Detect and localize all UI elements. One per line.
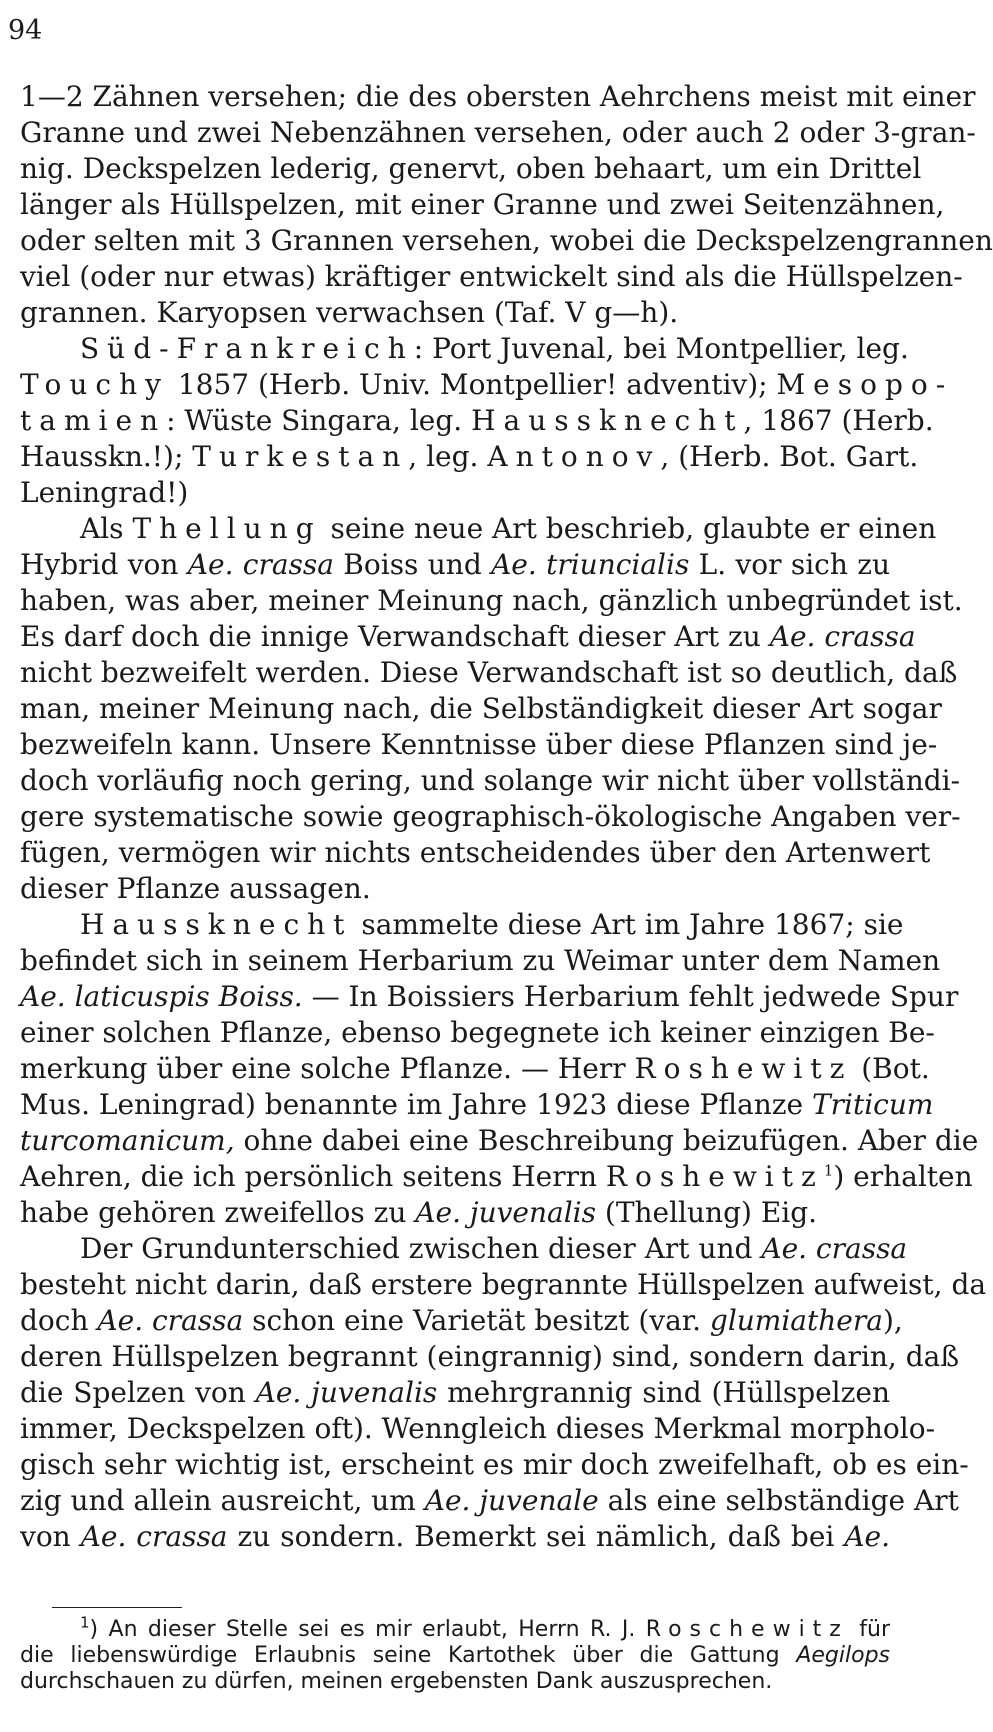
- spaced-name: Mesopo-: [776, 368, 954, 401]
- text-segment: als eine selbständige Art: [598, 1484, 959, 1517]
- species-name: Ae.: [844, 1520, 891, 1553]
- page-number: 94: [8, 15, 43, 46]
- text-line: länger als Hüllspelzen, mit einer Granne und zwei Seitenzähnen,: [20, 188, 945, 221]
- text-line: [20, 403, 934, 439]
- text-segment: ),: [882, 1304, 903, 1337]
- body-text: [20, 79, 993, 1555]
- text-line: [20, 1231, 908, 1267]
- text-segment: zig und allein ausreicht, um: [20, 1484, 425, 1517]
- text-segment: Es darf doch die innige Verwandschaft dieser Art zu: [20, 620, 770, 653]
- text-line: besteht nicht darin, daß erstere begrannte Hüllspelzen aufweist, da: [20, 1268, 987, 1301]
- footnote-line: durchschauen zu dürfen, meinen ergebensten Dank auszusprechen.: [20, 1669, 773, 1694]
- text-line: [20, 1195, 890, 1231]
- text-segment: für: [848, 1617, 890, 1642]
- footnote-divider: [52, 1607, 182, 1608]
- text-line: [20, 367, 954, 403]
- text-line: [20, 1123, 979, 1159]
- spaced-name: Roshewitz: [634, 1052, 853, 1085]
- text-line: haben, was aber, meiner Meinung nach, gänzlich unbegründet ist.: [20, 584, 963, 617]
- species-name: Ae. crassa: [769, 620, 916, 653]
- text-line: [20, 1519, 890, 1555]
- paragraph-1: [20, 79, 993, 331]
- text-line: gisch sehr wichtig ist, erscheint es mir doch zweifelhaft, ob es ein-: [20, 1448, 969, 1481]
- spaced-name: Haussknecht: [471, 404, 744, 437]
- text-line: [20, 331, 909, 367]
- text-line: einer solchen Pflanze, ebenso begegnete ich keiner einzigen Be-: [20, 1016, 935, 1049]
- text-segment: , (Herb. Bot. Gart.: [660, 440, 919, 473]
- text-segment: 1857 (Herb. Univ. Montpellier! adventiv);: [168, 368, 777, 401]
- spaced-name: Turkestan: [192, 440, 409, 473]
- footnote-line: [20, 1643, 890, 1669]
- text-line: [20, 907, 904, 943]
- spaced-name: Roshewitz: [605, 1160, 824, 1193]
- text-line: grannen. Karyopsen verwachsen (Taf. V g—h).: [20, 296, 679, 329]
- text-line: Granne und zwei Nebenzähnen versehen, oder auch 2 oder 3-gran-: [20, 116, 976, 149]
- text-line: nig. Deckspelzen lederig, genervt, oben behaart, um ein Drittel: [20, 152, 922, 185]
- text-segment: Hausskn.!);: [20, 440, 193, 473]
- text-line: oder selten mit 3 Grannen versehen, wobei die Deckspelzengrannen: [20, 224, 993, 257]
- text-segment: Mus. Leningrad) benannte im Jahre 1923 diese Pflanze: [20, 1088, 812, 1121]
- species-name: Ae. juvenale: [424, 1484, 599, 1517]
- paragraph-4: [20, 907, 979, 1231]
- text-line: [20, 439, 919, 475]
- text-segment: : Wüste Singara, leg.: [166, 404, 472, 437]
- spaced-name: Süd-Frankreich: [80, 332, 414, 365]
- spaced-name: Thellung: [132, 512, 322, 545]
- species-name: Ae. juvenalis: [255, 1376, 438, 1409]
- text-line: [20, 1087, 934, 1123]
- text-segment: , 1867 (Herb.: [743, 404, 934, 437]
- species-name: Ae. crassa: [187, 548, 334, 581]
- text-line: 1—2 Zähnen versehen; die des obersten Aehrchens meist mit einer: [20, 80, 976, 113]
- text-segment: ) An dieser Stelle sei es mir erlaubt, Herrn R. J.: [89, 1617, 646, 1642]
- variety-name: glumiathera: [709, 1304, 883, 1337]
- text-segment: merkung über eine solche Pflanze. — Herr: [20, 1052, 635, 1085]
- text-segment: zu sondern. Bemerkt sei nämlich, daß bei: [227, 1520, 845, 1553]
- paragraph-2: [20, 331, 954, 511]
- text-line: [20, 1483, 959, 1519]
- text-line: bezweifeln kann. Unsere Kenntnisse über diese Pflanzen sind je-: [20, 728, 938, 761]
- spaced-name: Touchy: [20, 368, 169, 401]
- text-line: [20, 547, 890, 583]
- species-name: Ae. crassa: [761, 1232, 908, 1265]
- text-line: man, meiner Meinung nach, die Selbständigkeit dieser Art sogar: [20, 692, 942, 725]
- text-segment: die Spelzen von: [20, 1376, 256, 1409]
- text-line: viel (oder nur etwas) kräftiger entwickelt sind als die Hüllspelzen-: [20, 260, 963, 293]
- species-name: Triticum: [811, 1088, 934, 1121]
- text-line: [20, 1051, 930, 1087]
- text-line: gere systematische sowie geographisch-ökologische Angaben ver-: [20, 800, 961, 833]
- text-line: befindet sich in seinem Herbarium zu Weimar unter dem Namen: [20, 944, 941, 977]
- text-line: nicht bezweifelt werden. Diese Verwandschaft ist so deutlich, daß: [20, 656, 958, 689]
- species-name: Ae. triuncialis: [491, 548, 690, 581]
- text-segment: (Thellung) Eig.: [596, 1196, 818, 1229]
- text-line: doch vorläufig noch gering, und solange wir nicht über vollständi-: [20, 764, 961, 797]
- text-segment: L. vor sich zu: [689, 548, 890, 581]
- text-segment: doch: [20, 1304, 98, 1337]
- text-segment: Aehren, die ich persönlich seitens Herrn: [20, 1160, 606, 1193]
- text-segment: von: [20, 1520, 81, 1553]
- text-line: immer, Deckspelzen oft). Wenngleich dieses Merkmal morpholo-: [20, 1412, 936, 1445]
- species-name: Ae. juvenalis: [415, 1196, 596, 1229]
- species-name: Ae. laticuspis Boiss.: [20, 980, 303, 1013]
- footnote-line: [20, 1613, 890, 1643]
- species-name: Ae. crassa: [97, 1304, 244, 1337]
- text-segment: Hybrid von: [20, 548, 188, 581]
- text-segment: schon eine Varietät besitzt (var.: [243, 1304, 710, 1337]
- paragraph-3: [20, 511, 963, 907]
- text-segment: : Port Juvenal, bei Montpellier, leg.: [413, 332, 909, 365]
- species-name: Ae. crassa: [80, 1520, 228, 1553]
- text-segment: ) erhalten: [833, 1160, 973, 1193]
- text-segment: — In Boissiers Herbarium fehlt jedwede Spur: [302, 980, 959, 1013]
- text-line: [20, 1159, 973, 1195]
- spaced-name: Antonov: [487, 440, 661, 473]
- footnote-marker: 1: [823, 1161, 834, 1180]
- spaced-name: Roschewitz: [645, 1617, 849, 1642]
- text-segment: seine neue Art beschrieb, glaubte er einen: [321, 512, 937, 545]
- text-line: [20, 1375, 890, 1411]
- text-segment: Der Grundunterschied zwischen dieser Art und: [80, 1232, 762, 1265]
- text-line: Leningrad!): [20, 476, 189, 509]
- text-line: [20, 619, 916, 655]
- spaced-name: Haussknecht: [80, 908, 353, 941]
- text-segment: Als: [80, 512, 133, 545]
- text-line: dieser Pflanze aussagen.: [20, 872, 371, 905]
- text-line: fügen, vermögen wir nichts entscheidendes über den Artenwert: [20, 836, 931, 869]
- text-line: deren Hüllspelzen begrannt (eingrannig) sind, sondern darin, daß: [20, 1340, 960, 1373]
- text-segment: sammelte diese Art im Jahre 1867; sie: [352, 908, 904, 941]
- text-segment: die liebenswürdige Erlaubnis seine Kartothek über die Gattung: [20, 1643, 797, 1668]
- paragraph-5: [20, 1231, 987, 1555]
- text-line: [20, 511, 937, 547]
- genus-name: Aegilops: [796, 1643, 890, 1668]
- footnote-marker: 1: [80, 1613, 90, 1632]
- text-line: [20, 1303, 903, 1339]
- text-segment: mehrgrannig sind (Hüllspelzen: [437, 1376, 890, 1409]
- species-name: turcomanicum,: [20, 1124, 235, 1157]
- footnote: [20, 1613, 890, 1695]
- text-segment: Boiss und: [333, 548, 492, 581]
- spaced-name: tamien: [20, 404, 167, 437]
- text-segment: (Bot.: [852, 1052, 930, 1085]
- text-segment: , leg.: [408, 440, 488, 473]
- text-segment: habe gehören zweifellos zu: [20, 1196, 416, 1229]
- text-segment: ohne dabei eine Beschreibung beizufügen. Aber die: [234, 1124, 979, 1157]
- text-line: [20, 979, 959, 1015]
